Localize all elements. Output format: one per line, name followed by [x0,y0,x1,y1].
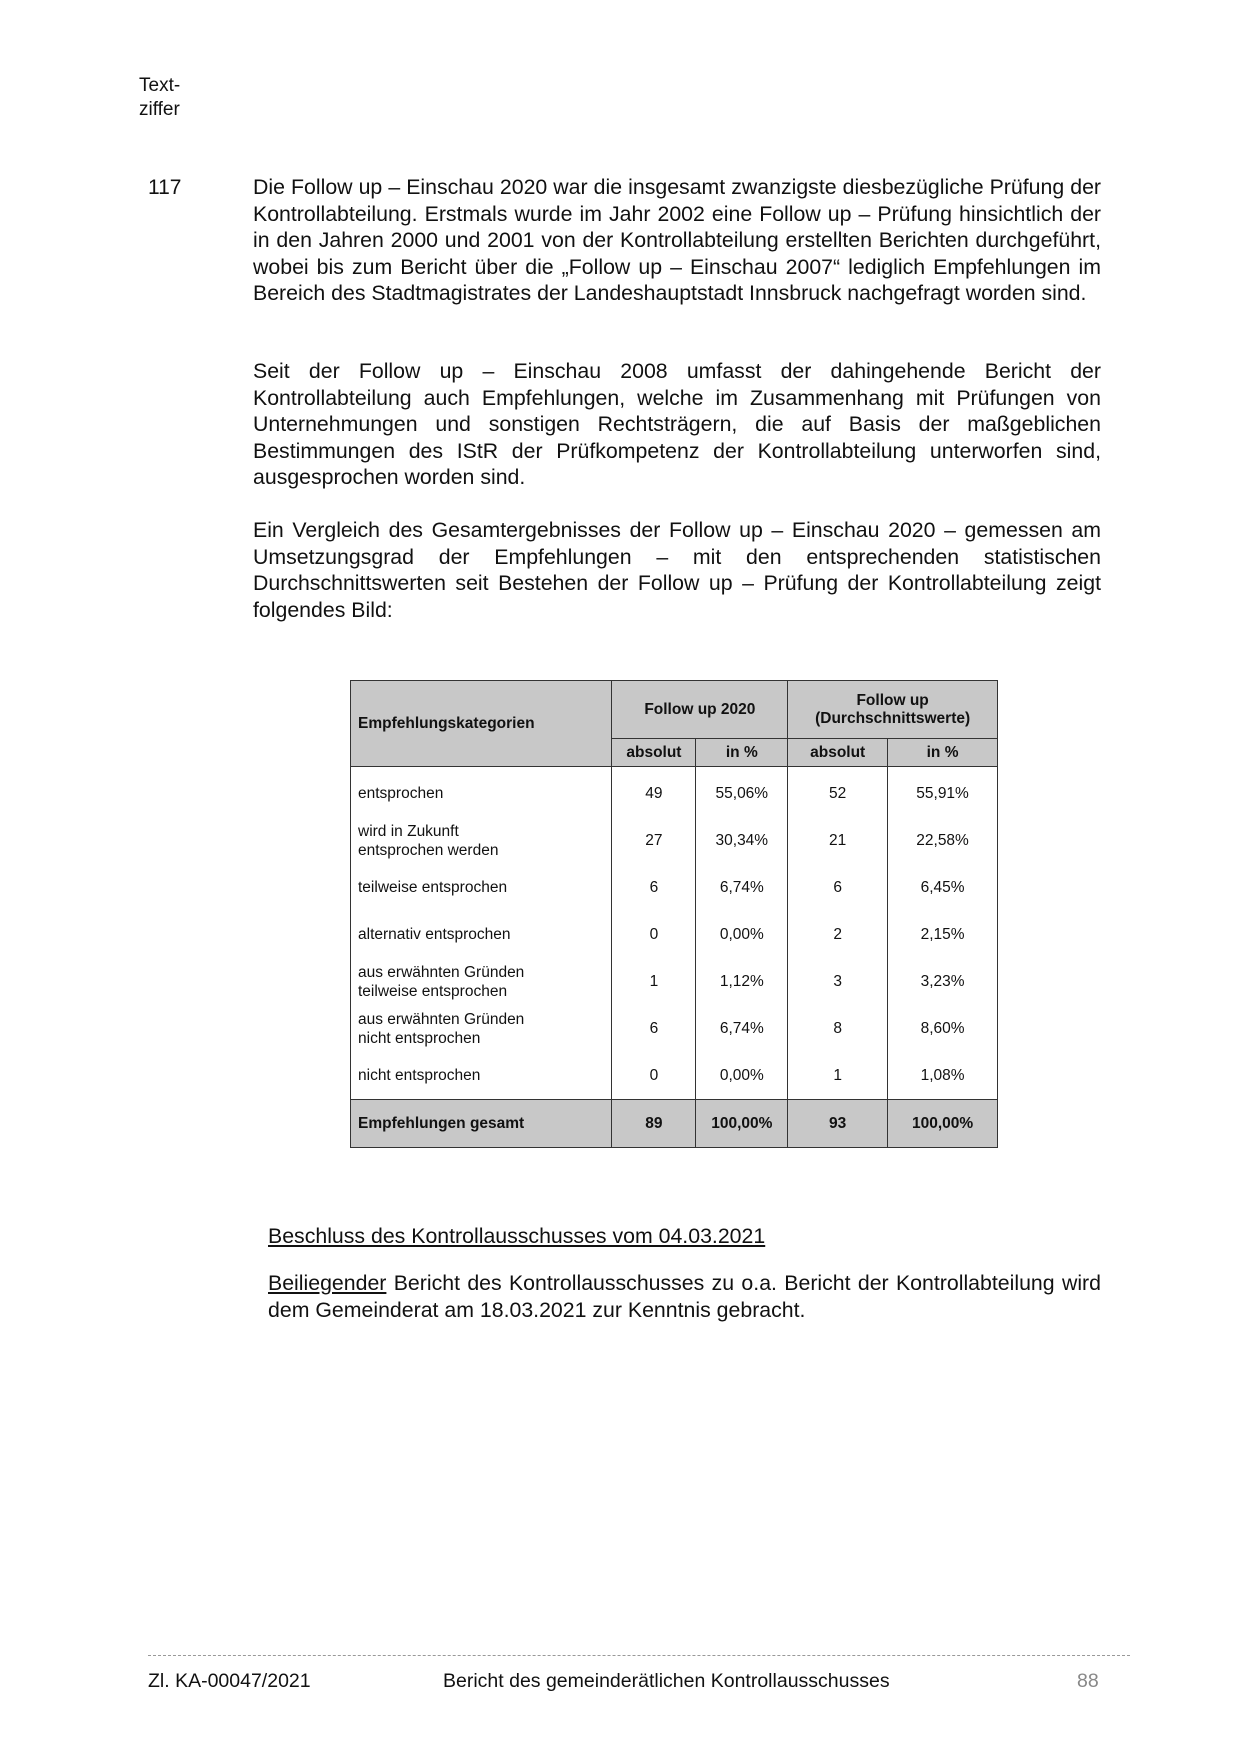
cell: 0,00% [696,911,788,958]
cell: 2 [788,911,888,958]
cell: 30,34% [696,817,788,864]
cell: 6,74% [696,1005,788,1052]
footer-reference: Zl. KA-00047/2021 [148,1670,311,1692]
row-label: aus erwähnten Gründen nicht entsprochen [351,1005,612,1052]
total-label: Empfehlungen gesamt [351,1100,612,1148]
cell: 1,08% [888,1052,998,1100]
resolution-body: Bericht des Kontrollausschusses zu o.a. Bericht der Kontrollabteilung wird dem Gemeinderat am 18.03.2021 zur Kenntnis gebracht. [268,1271,1101,1322]
table-row [351,817,998,864]
cell: 52 [788,767,888,818]
paragraph: Ein Vergleich des Gesamtergebnisses der Follow up – Einschau 2020 – gemessen am Umsetzungsgrad der Empfehlungen – mit den entsprechenden statistischen Durchschnittswerten seit Bestehen der Follow up – Prüfung der Kontrollabteilung zeigt folgendes Bild: [253,518,1101,622]
table-row [351,958,998,1005]
footer-divider [148,1655,1130,1656]
row-label: nicht entsprochen [351,1052,612,1100]
header-category: Empfehlungskategorien [351,681,612,767]
cell: 100,00% [696,1100,788,1148]
subheader: in % [888,739,998,767]
resolution-underlined: Beiliegender [268,1271,387,1295]
subheader: absolut [612,739,696,767]
header-follow-up-2020: Follow up 2020 [612,681,788,739]
resolution-text [268,1270,1101,1323]
row-label: entsprochen [351,767,612,818]
cell: 3,23% [888,958,998,1005]
cell: 6 [612,1005,696,1052]
cell: 93 [788,1100,888,1148]
cell: 49 [612,767,696,818]
table-row [351,864,998,911]
cell: 8,60% [888,1005,998,1052]
row-label: teilweise entsprochen [351,864,612,911]
cell: 6 [788,864,888,911]
cell: 1,12% [696,958,788,1005]
row-label: aus erwähnten Gründen teilweise entsprochen [351,958,612,1005]
cell: 55,91% [888,767,998,818]
cell: 6 [612,864,696,911]
cell: 3 [788,958,888,1005]
cell: 22,58% [888,817,998,864]
footer-title: Bericht des gemeinderätlichen Kontrollausschusses [443,1670,890,1692]
cell: 100,00% [888,1100,998,1148]
cell: 21 [788,817,888,864]
cell: 8 [788,1005,888,1052]
subheader: in % [696,739,788,767]
header-follow-up-average: Follow up (Durchschnittswerte) [788,681,998,739]
margin-label-line: Text- [139,75,181,96]
cell: 0 [612,1052,696,1100]
cell: 0 [612,911,696,958]
cell: 6,74% [696,864,788,911]
table-row [351,911,998,958]
row-label: alternativ entsprochen [351,911,612,958]
resolution-heading: Beschluss des Kontrollausschusses vom 04.03.2021 [268,1224,766,1248]
cell: 55,06% [696,767,788,818]
paragraph: Die Follow up – Einschau 2020 war die insgesamt zwanzigste diesbezügliche Prüfung der Kontrollabteilung. Erstmals wurde im Jahr 2002 eine Follow up – Prüfung hinsichtlich der in den Jahren 2000 und 2001 von der Kontrollabteilung erstellten Berichten durchgeführt, wobei bis zum Bericht über die „Follow up – Einschau 2007“ lediglich Empfehlungen im Bereich des Stadtmagistrates der Landeshauptstadt Innsbruck nachgefragt worden sind. [253,175,1101,305]
table-row [351,1005,998,1052]
cell: 1 [788,1052,888,1100]
cell: 27 [612,817,696,864]
table-row [351,1052,998,1100]
page-number: 88 [1077,1670,1099,1692]
subheader: absolut [788,739,888,767]
cell: 2,15% [888,911,998,958]
paragraph: Seit der Follow up – Einschau 2008 umfasst der dahingehende Bericht der Kontrollabteilung auch Empfehlungen, welche im Zusammenhang mit Prüfungen von Unternehmungen und sonstigen Rechtsträgern, die auf Basis der maßgeblichen Bestimmungen des IStR der Prüfkompetenz der Kontrollabteilung unterworfen sind, ausgesprochen worden sind. [253,359,1101,489]
cell: 0,00% [696,1052,788,1100]
recommendations-table [350,680,998,1148]
margin-label [139,74,180,122]
row-label: wird in Zukunft entsprochen werden [351,817,612,864]
cell: 89 [612,1100,696,1148]
margin-label-line: ziffer [139,99,180,120]
total-row [351,1100,998,1148]
section-number: 117 [148,176,182,199]
cell: 1 [612,958,696,1005]
cell: 6,45% [888,864,998,911]
table-row [351,767,998,818]
